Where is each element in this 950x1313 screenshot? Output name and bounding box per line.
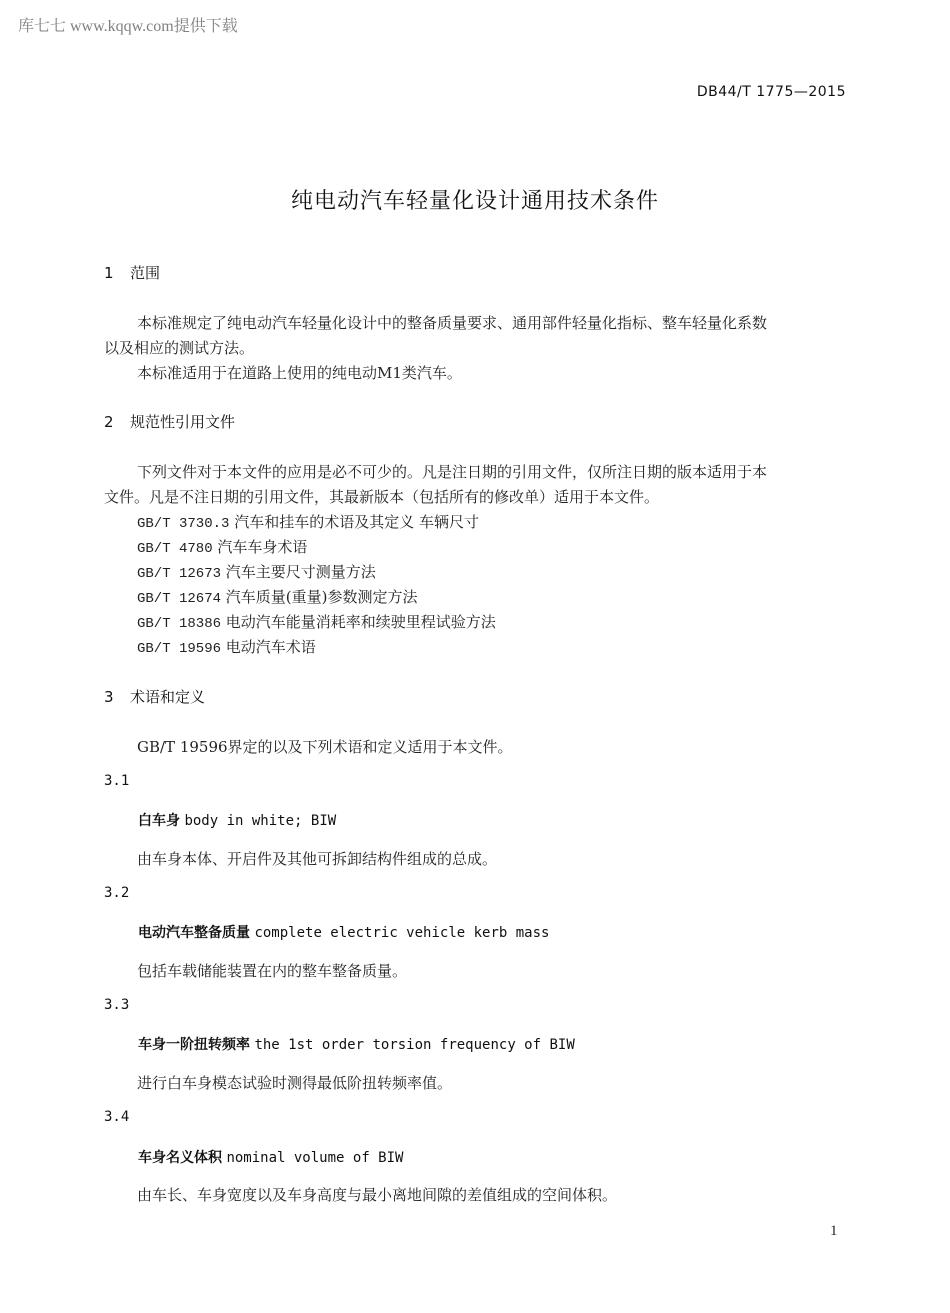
- reference-item: [137, 636, 316, 657]
- term-zh: 白车身: [138, 813, 180, 829]
- paragraph: 以及相应的测试方法。: [104, 339, 255, 357]
- term-heading: [138, 1034, 575, 1054]
- standard-number: DB44/T 1775—2015: [696, 84, 846, 100]
- term-zh: 电动汽车整备质量: [138, 925, 250, 941]
- reference-title: 汽车主要尺寸测量方法: [225, 563, 376, 581]
- term-heading: [138, 1147, 403, 1167]
- reference-title: 电动汽车术语: [225, 638, 316, 656]
- section-title: 规范性引用文件: [130, 413, 236, 431]
- reference-code: GB/T 12673: [137, 566, 222, 582]
- reference-title: 汽车和挂车的术语及其定义 车辆尺寸: [234, 513, 479, 531]
- term-definition: 包括车载储能装置在内的整车整备质量。: [137, 962, 408, 980]
- term-en: complete electric vehicle kerb mass: [254, 925, 550, 941]
- reference-code: GB/T 18386: [137, 616, 222, 632]
- reference-title: 电动汽车能量消耗率和续驶里程试验方法: [225, 613, 496, 631]
- term-en: nominal volume of BIW: [226, 1150, 404, 1166]
- term-heading: [138, 810, 336, 830]
- term-zh: 车身一阶扭转频率: [138, 1037, 250, 1053]
- section-heading-terms-definitions: [104, 686, 205, 707]
- term-number: 3.2: [104, 885, 130, 901]
- section-number: 2: [104, 413, 114, 431]
- term-definition: 由车长、车身宽度以及车身高度与最小离地间隙的差值组成的空间体积。: [137, 1186, 618, 1204]
- section-title: 术语和定义: [130, 688, 206, 706]
- paragraph: 本标准适用于在道路上使用的纯电动M1类汽车。: [137, 364, 462, 382]
- term-zh: 车身名义体积: [138, 1150, 222, 1166]
- term-definition: 进行白车身模态试验时测得最低阶扭转频率值。: [137, 1074, 453, 1092]
- paragraph: GB/T 19596界定的以及下列术语和定义适用于本文件。: [137, 738, 513, 756]
- paragraph: 本标准规定了纯电动汽车轻量化设计中的整备质量要求、通用部件轻量化指标、整车轻量化系数: [137, 314, 768, 332]
- document-title: 纯电动汽车轻量化设计通用技术条件: [290, 189, 659, 214]
- reference-code: GB/T 3730.3: [137, 516, 230, 532]
- reference-item: [137, 561, 376, 582]
- reference-code: GB/T 4780: [137, 541, 213, 557]
- reference-code: GB/T 19596: [137, 641, 222, 657]
- reference-item: [137, 611, 496, 632]
- term-en: the 1st order torsion frequency of BIW: [254, 1037, 575, 1053]
- watermark: 库七七 www.kqqw.com提供下载: [18, 18, 238, 35]
- reference-item: [137, 586, 418, 607]
- section-heading-normative-references: [104, 411, 235, 432]
- reference-item: [137, 536, 307, 557]
- section-number: 3: [104, 688, 114, 706]
- section-heading-scope: [104, 262, 160, 283]
- page-number: 1: [830, 1223, 838, 1239]
- term-number: 3.4: [104, 1109, 130, 1125]
- reference-code: GB/T 12674: [137, 591, 222, 607]
- term-definition: 由车身本体、开启件及其他可拆卸结构件组成的总成。: [137, 850, 498, 868]
- reference-item: [137, 511, 479, 532]
- term-number: 3.3: [104, 997, 130, 1013]
- reference-title: 汽车车身术语: [217, 538, 308, 556]
- paragraph: 下列文件对于本文件的应用是必不可少的。凡是注日期的引用文件，仅所注日期的版本适用于本: [137, 463, 768, 481]
- term-en: body in white; BIW: [184, 813, 337, 829]
- reference-title: 汽车质量(重量)参数测定方法: [225, 588, 418, 606]
- section-number: 1: [104, 264, 114, 282]
- term-heading: [138, 922, 549, 942]
- section-title: 范围: [130, 264, 161, 282]
- term-number: 3.1: [104, 773, 130, 789]
- paragraph: 文件。凡是不注日期的引用文件，其最新版本（包括所有的修改单）适用于本文件。: [104, 488, 660, 506]
